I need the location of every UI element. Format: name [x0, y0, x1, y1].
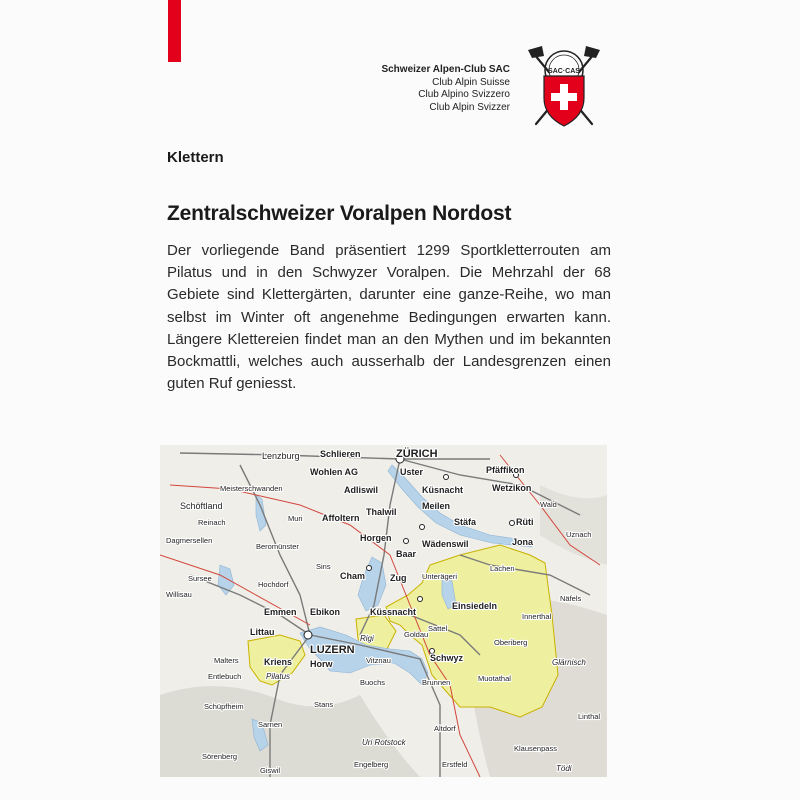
- map-label: Pilatus: [266, 672, 291, 681]
- map-label: Malters: [214, 656, 239, 665]
- map-label: Pfäffikon: [486, 465, 525, 475]
- map-label: Kriens: [264, 657, 293, 667]
- map-label: Entlebuch: [208, 672, 242, 681]
- map-label: Zug: [390, 573, 407, 583]
- map-label: Sörenberg: [202, 752, 238, 761]
- map-label: Horgen: [360, 533, 392, 543]
- map-label: Cham: [340, 571, 366, 581]
- map-label: Goldau: [404, 630, 429, 639]
- map-label: Lachen: [490, 564, 515, 573]
- map-label: Oberiberg: [494, 638, 528, 647]
- map-label: Küsnacht: [422, 485, 464, 495]
- map-label: Innerthal: [522, 612, 552, 621]
- map-label: Sursee: [188, 574, 212, 583]
- map-label: Sarnen: [258, 720, 283, 729]
- map-label: Tödi: [556, 764, 572, 773]
- map-label: Dagmersellen: [166, 536, 213, 545]
- map-label: Emmen: [264, 607, 297, 617]
- map-label: Hochdorf: [258, 580, 289, 589]
- svg-text:SAC·CAS: SAC·CAS: [548, 68, 580, 75]
- map-label: Schwyz: [430, 653, 464, 663]
- map-label: Glärnisch: [552, 658, 586, 667]
- map-label: Näfels: [560, 594, 582, 603]
- map-label: Willisau: [166, 590, 192, 599]
- map-label: Klausenpass: [514, 744, 557, 753]
- map-label: LUZERN: [310, 644, 355, 656]
- map-label: Unterägeri: [422, 572, 458, 581]
- map-label: Reinach: [198, 518, 226, 527]
- map-label: Einsiedeln: [452, 601, 498, 611]
- region-map-svg: [160, 445, 607, 777]
- map-label: Schlieren: [320, 449, 361, 459]
- map-label: Stäfa: [454, 517, 477, 527]
- map-label: Wohlen AG: [310, 467, 358, 477]
- map-label: Ebikon: [310, 607, 341, 617]
- red-accent-bar: [168, 0, 181, 62]
- map-label: Sins: [316, 562, 331, 571]
- map-label: Buochs: [360, 678, 386, 687]
- map-label: Uznach: [566, 530, 592, 539]
- map-label: Beromünster: [256, 542, 299, 551]
- map-label: Rigi: [360, 634, 374, 643]
- map-label: Altdorf: [434, 724, 456, 733]
- map-label: Muri: [288, 514, 303, 523]
- book-title: Zentralschweizer Voralpen Nordost: [167, 202, 512, 225]
- book-description: Der vorliegende Band präsentiert 1299 Sportkletterrouten am Pilatus und in den Schwyzer Voralpen. Die Mehrzahl der 68 Gebiete sind Klettergärten, darunter eine ganze-Reihe, wo man selbst im Winter oft angenehme Bedingungen erwarten kann. Längere Klettereien findet man an den Mythen und im bekannten Bockmattli, welches auch ausserhalb der Landesgrenzen einen guten Ruf geniesst.: [167, 242, 611, 393]
- map-label: Stans: [314, 700, 334, 709]
- map-label: Wald: [540, 500, 557, 509]
- publisher-block: [381, 64, 510, 114]
- map-label: Jona: [512, 537, 534, 547]
- map-label: Meisterschwanden: [220, 484, 283, 493]
- map-label: Schüpfheim: [204, 702, 244, 711]
- map-label: Horw: [310, 659, 333, 669]
- map-label: Uster: [400, 467, 424, 477]
- map-label: Engelberg: [354, 760, 389, 769]
- map-label: Adliswil: [344, 485, 379, 495]
- publisher-name-it: Club Alpino Svizzero: [418, 89, 510, 100]
- map-label: Lenzburg: [262, 451, 300, 461]
- publisher-name-fr: Club Alpin Suisse: [432, 76, 510, 88]
- map-label: Wädenswil: [422, 539, 469, 549]
- sac-logo-icon: [520, 40, 608, 132]
- publisher-name-rm: Club Alpin Svizzer: [429, 101, 510, 113]
- map-label: ZÜRICH: [396, 448, 438, 460]
- map-label: Linthal: [578, 712, 601, 721]
- publisher-name-main: Schweizer Alpen-Club SAC: [381, 64, 510, 75]
- map-label: Rüti: [516, 517, 534, 527]
- category-label: Klettern: [167, 149, 224, 166]
- map-label: Sattel: [428, 624, 448, 633]
- map-label: Thalwil: [366, 507, 397, 517]
- map-label: Meilen: [422, 501, 451, 511]
- map-label: Muotathal: [478, 674, 511, 683]
- map-label: Erstfeld: [442, 760, 468, 769]
- map-label: Wetzikon: [492, 483, 532, 493]
- map-label: Vitznau: [366, 656, 391, 665]
- map-label: Uri Rotstock: [362, 738, 406, 747]
- map-label: Brunnen: [422, 678, 451, 687]
- map-label: Littau: [250, 627, 275, 637]
- region-map: [160, 445, 607, 777]
- map-label: Schöftland: [180, 501, 223, 511]
- map-label: Affoltern: [322, 513, 360, 523]
- map-label: Giswil: [260, 766, 280, 775]
- map-label: Küssnacht: [370, 607, 417, 617]
- map-label: Baar: [396, 549, 417, 559]
